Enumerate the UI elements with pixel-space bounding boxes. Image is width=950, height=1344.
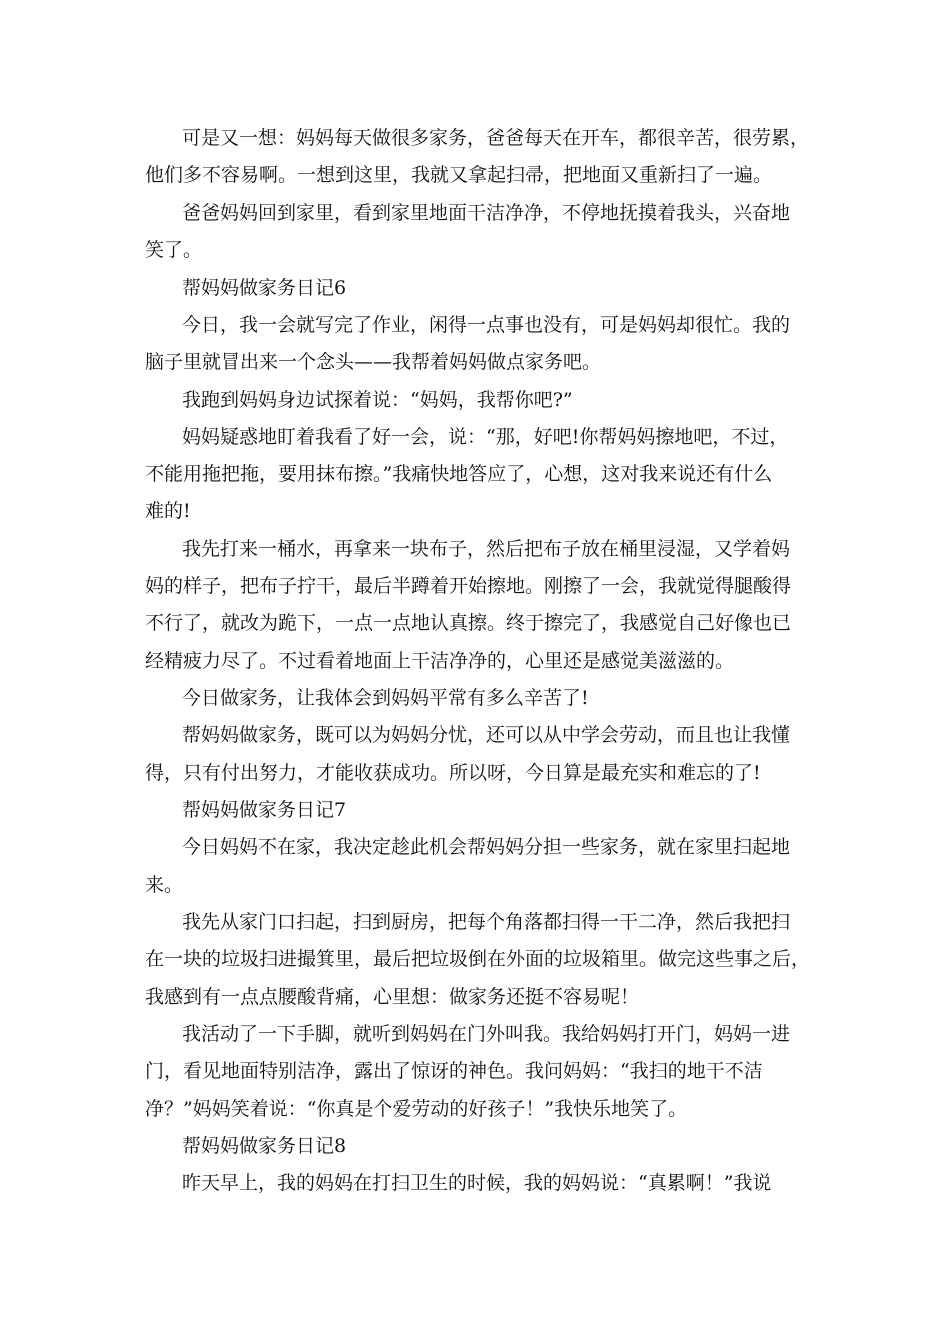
section-heading: 帮妈妈做家务日记8 <box>182 1135 347 1157</box>
text-line: 今日做家务，让我体会到妈妈平常有多么辛苦了! <box>182 687 589 709</box>
text-line: 我跑到妈妈身边试探着说：“妈妈，我帮你吧?” <box>182 389 573 411</box>
text-line: 昨天早上，我的妈妈在打扫卫生的时候，我的妈妈说：“真累啊！”我说 <box>182 1172 772 1194</box>
section-heading: 帮妈妈做家务日记7 <box>182 799 347 821</box>
text-line: 帮妈妈做家务，既可以为妈妈分忧，还可以从中学会劳动，而且也让我懂 <box>182 724 791 746</box>
text-line: 他们多不容易啊。一想到这里，我就又拿起扫帚，把地面又重新扫了一遍。 <box>145 164 773 186</box>
text-line: 在一块的垃圾扫进撮箕里，最后把垃圾倒在外面的垃圾箱里。做完这些事之后， <box>145 948 811 970</box>
text-line: 今日，我一会就写完了作业，闲得一点事也没有，可是妈妈却很忙。我的 <box>182 314 791 336</box>
text-line: 我活动了一下手脚，就听到妈妈在门外叫我。我给妈妈打开门，妈妈一进 <box>182 1023 791 1045</box>
text-line: 今日妈妈不在家，我决定趁此机会帮妈妈分担一些家务，就在家里扫起地 <box>182 836 791 858</box>
text-line: 我先从家门口扫起，扫到厨房，把每个角落都扫得一干二净，然后我把扫 <box>182 911 791 933</box>
text-line: 笑了。 <box>145 239 203 261</box>
text-line: 来。 <box>145 874 184 896</box>
text-line: 妈的样子，把布子拧干，最后半蹲着开始擦地。刚擦了一会，我就觉得腿酸得 <box>145 575 792 597</box>
text-line: 经精疲力尽了。不过看着地面上干洁净净的，心里还是感觉美滋滋的。 <box>145 650 735 672</box>
text-line: 得，只有付出努力，才能收获成功。所以呀，今日算是最充实和难忘的了! <box>145 762 761 784</box>
text-line: 不行了，就改为跪下，一点一点地认真擦。终于擦完了，我感觉自己好像也已 <box>145 612 792 634</box>
text-line: 难的! <box>145 500 191 522</box>
text-line: 门，看见地面特别洁净，露出了惊讶的神色。我问妈妈：“我扫的地干不洁 <box>145 1060 763 1082</box>
text-line: 净？”妈妈笑着说：“你真是个爱劳动的好孩子！”我快乐地笑了。 <box>145 1098 688 1120</box>
text-line: 脑子里就冒出来一个念头——我帮着妈妈做点家务吧。 <box>145 351 602 373</box>
text-line: 妈妈疑惑地盯着我看了好一会，说：“那，好吧!你帮妈妈擦地吧，不过， <box>182 426 789 448</box>
text-line: 可是又一想：妈妈每天做很多家务，爸爸每天在开车，都很辛苦，很劳累， <box>182 127 810 149</box>
section-heading: 帮妈妈做家务日记6 <box>182 277 347 299</box>
text-line: 不能用拖把拖，要用抹布擦。”我痛快地答应了，心想，这对我来说还有什么 <box>145 463 773 485</box>
text-line: 爸爸妈妈回到家里，看到家里地面干洁净净，不停地抚摸着我头，兴奋地 <box>182 202 791 224</box>
text-line: 我感到有一点点腰酸背痛，心里想：做家务还挺不容易呢！ <box>145 986 640 1008</box>
text-line: 我先打来一桶水，再拿来一块布子，然后把布子放在桶里浸湿，又学着妈 <box>182 538 791 560</box>
